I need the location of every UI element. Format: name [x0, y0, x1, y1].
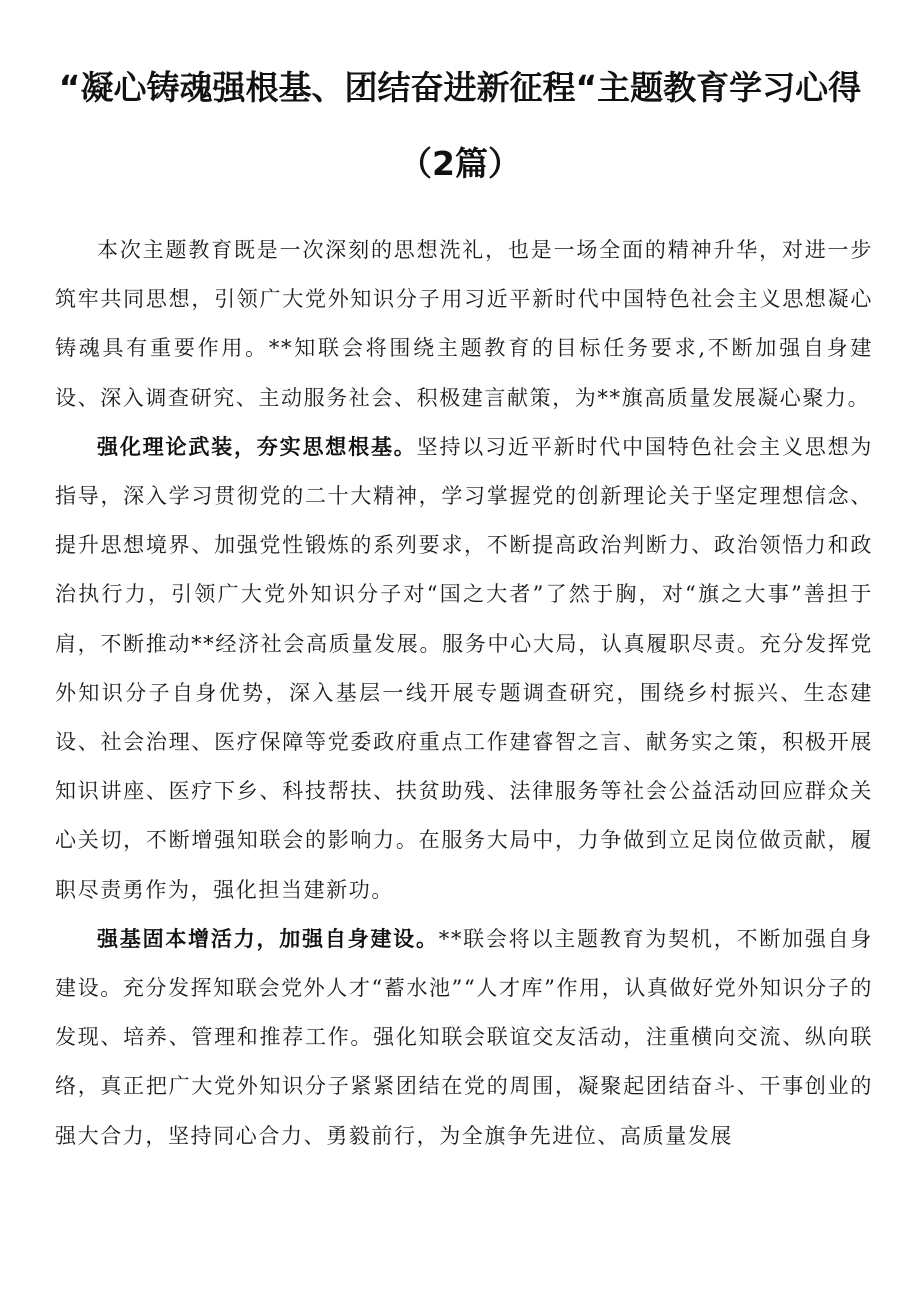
document-body — [55, 226, 873, 1161]
paragraph-text: 坚持以习近平新时代中国特色社会主义思想为指导，深入学习贯彻党的二十大精神，学习掌握党的创新理论关于坚定理想信念、提升思想境界、加强党性锻炼的系列要求，不断提高政治判断力、政治领悟力和政治执行力，引领广大党外知识分子对“国之大者”了然于胸，对“旗之大事”善担于肩，不断推动**经济社会高质量发展。服务中心大局，认真履职尽责。充分发挥党外知识分子自身优势，深入基层一线开展专题调查研究，围绕乡村振兴、生态建设、社会治理、医疗保障等党委政府重点工作建睿智之言、献务实之策，积极开展知识讲座、医疗下乡、科技帮扶、扶贫助残、法律服务等社会公益活动回应群众关心关切，不断增强知联会的影响力。在服务大局中，力争做到立足岗位做贡献，履职尽责勇作为，强化担当建新功。 — [55, 434, 873, 902]
paragraph-text: 本次主题教育既是一次深刻的思想洗礼，也是一场全面的精神升华，对进一步筑牢共同思想，引领广大党外知识分子用习近平新时代中国特色社会主义思想凝心铸魂具有重要作用。**知联会将围绕主题教育的目标任务要求,不断加强自身建设、深入调查研究、主动服务社会、积极建言献策，为**旗高质量发展凝心聚力。 — [55, 238, 873, 410]
document-title: “凝心铸魂强根基、团结奋进新征程“主题教育学习心得 — [58, 68, 862, 107]
document-subtitle: （2篇） — [399, 144, 521, 183]
paragraph-self-building — [55, 915, 873, 1161]
paragraph-text: **联会将以主题教育为契机，不断加强自身建设。充分发挥知联会党外人才“蓄水池”“人才库”作用，认真做好党外知识分子的发现、培养、管理和推荐工作。强化知联会联谊交友活动，注重横向交流、纵向联络，真正把广大党外知识分子紧紧团结在党的周围，凝聚起团结奋斗、干事创业的强大合力，坚持同心合力、勇毅前行，为全旗争先进位、高质量发展 — [55, 926, 874, 1148]
paragraph-intro — [55, 226, 873, 423]
paragraph-theory — [55, 423, 873, 915]
paragraph-heading: 强化理论武装，夯实思想根基。 — [97, 434, 417, 459]
paragraph-heading: 强基固本增活力，加强自身建设。 — [97, 926, 439, 951]
